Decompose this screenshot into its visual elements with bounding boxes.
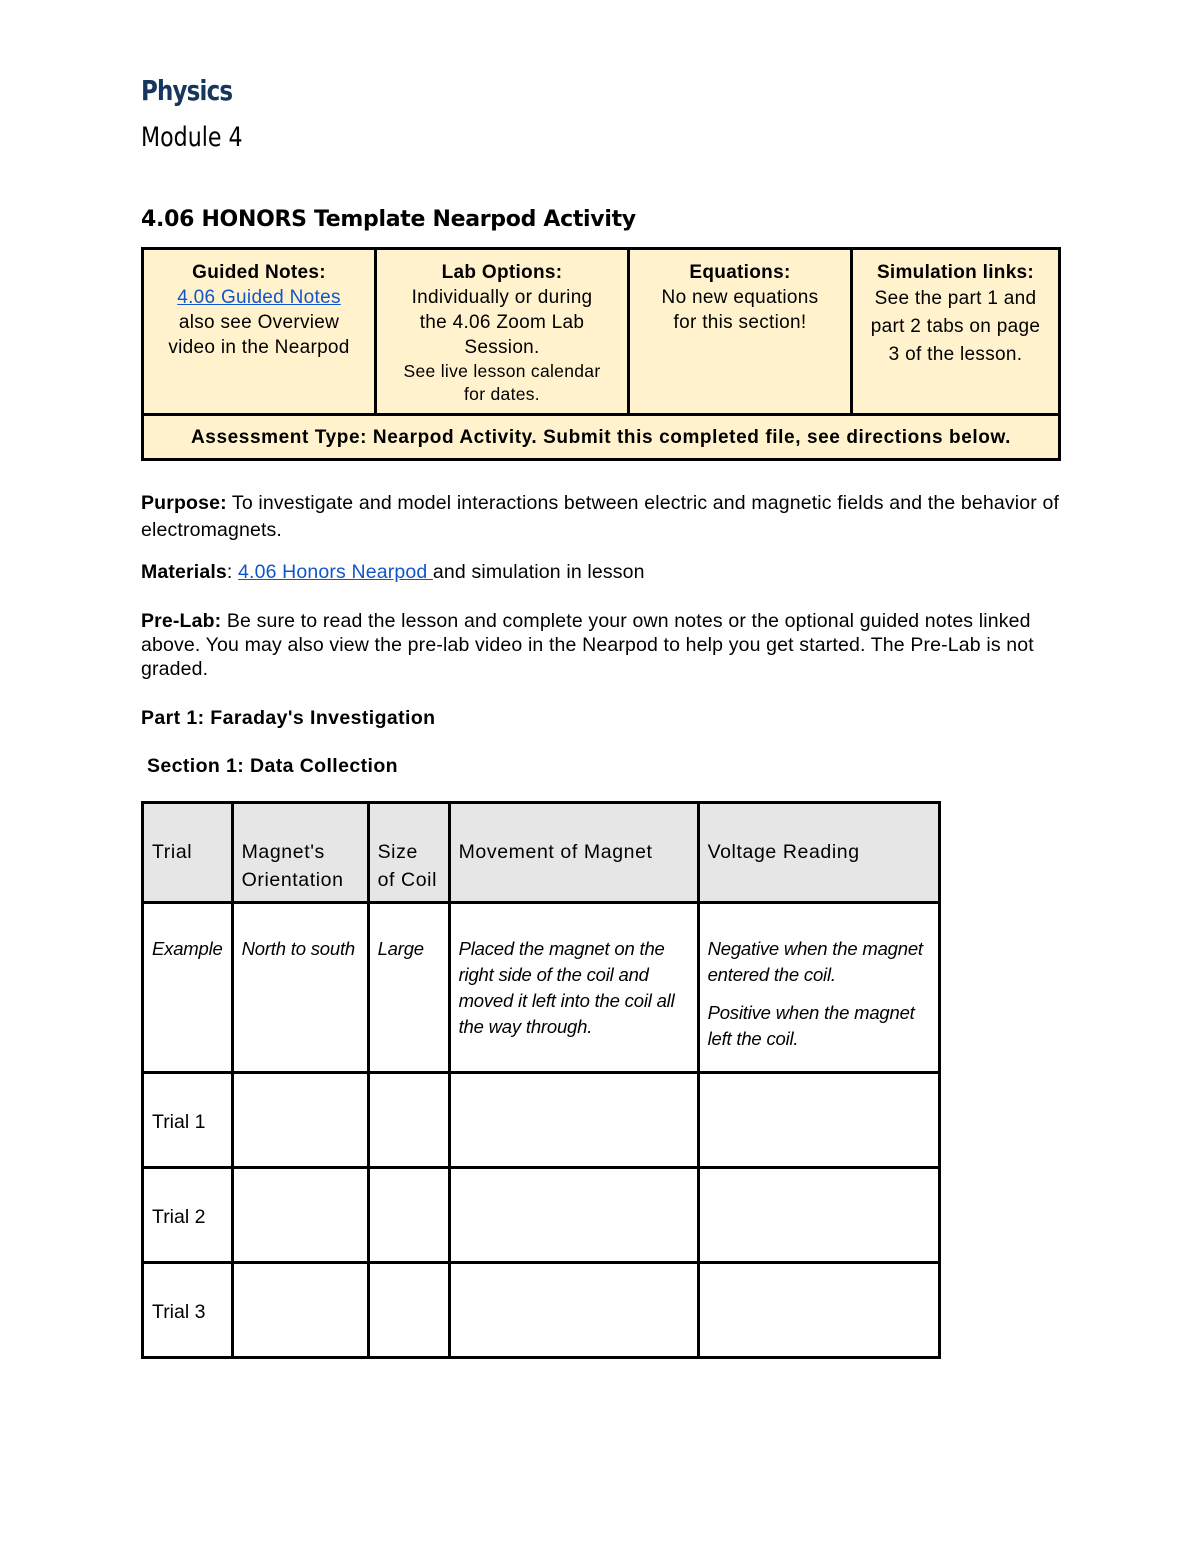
section1-heading: Section 1: Data Collection [147, 755, 398, 777]
example-orientation-cell: North to south [232, 903, 368, 1073]
guided-notes-heading: Guided Notes: [192, 262, 326, 283]
equations-text-1: No new equations [661, 287, 819, 308]
trial-label-cell: Trial 2 [143, 1168, 233, 1263]
table-row-trial-1 [143, 1073, 940, 1168]
table-header-row [143, 803, 940, 903]
purpose-paragraph [141, 490, 1071, 544]
lab-options-heading: Lab Options: [441, 262, 563, 283]
table-row-trial-2 [143, 1168, 940, 1263]
column-header-voltage: Voltage Reading [698, 803, 939, 903]
part1-heading: Part 1: Faraday's Investigation [141, 707, 436, 729]
prelab-label: Pre-Lab: [141, 610, 222, 632]
example-voltage-cell [698, 903, 939, 1073]
trial-3-movement-input[interactable] [449, 1263, 698, 1358]
guided-notes-text-2: video in the Nearpod [168, 337, 350, 358]
module-subtitle: Module 4 [141, 122, 243, 153]
trial-label-cell: Trial 1 [143, 1073, 233, 1168]
lab-options-text-2: the 4.06 Zoom Lab [419, 312, 585, 333]
simulation-text-1: See the part 1 and [874, 288, 1037, 309]
document-title: 4.06 HONORS Template Nearpod Activity [141, 207, 636, 232]
guided-notes-link[interactable]: 4.06 Guided Notes [177, 287, 341, 308]
purpose-label: Purpose: [141, 492, 227, 514]
example-voltage-line-1: Negative when the magnet entered the coil. [707, 938, 923, 985]
guided-notes-text-1: also see Overview [178, 312, 340, 333]
prelab-text: Be sure to read the lesson and complete your own notes or the optional guided notes linked above. You may also view the pre-lab video in the Nearpod to help you get started. The Pre-Lab is not graded. [141, 610, 1034, 680]
example-voltage-line-2: Positive when the magnet left the coil. [707, 1002, 915, 1049]
assessment-type-cell: Assessment Type: Nearpod Activity. Submit this completed file, see directions below. [143, 415, 1060, 460]
trial-2-coil-input[interactable] [368, 1168, 449, 1263]
trial-label-cell: Trial 3 [143, 1263, 233, 1358]
equations-heading: Equations: [689, 262, 791, 283]
lab-options-text-3: Session. [464, 337, 540, 358]
column-header-coil-size: Size of Coil [368, 803, 449, 903]
materials-paragraph [141, 560, 1071, 584]
column-header-trial: Trial [143, 803, 233, 903]
info-box-table [141, 247, 1061, 461]
trial-1-coil-input[interactable] [368, 1073, 449, 1168]
simulation-text-2: part 2 tabs on page [870, 316, 1041, 337]
guided-notes-cell [143, 249, 376, 415]
trial-2-orientation-input[interactable] [232, 1168, 368, 1263]
table-row-example [143, 903, 940, 1073]
lab-options-cell [376, 249, 629, 415]
column-header-movement: Movement of Magnet [449, 803, 698, 903]
lab-options-note-1: See live lesson calendar [403, 361, 601, 381]
table-row-trial-3 [143, 1263, 940, 1358]
trial-3-orientation-input[interactable] [232, 1263, 368, 1358]
example-trial-cell: Example [143, 903, 233, 1073]
column-header-orientation: Magnet's Orientation [232, 803, 368, 903]
simulation-text-3: 3 of the lesson. [888, 344, 1023, 365]
materials-colon: : [226, 561, 239, 583]
trial-2-movement-input[interactable] [449, 1168, 698, 1263]
trial-2-voltage-input[interactable] [698, 1168, 939, 1263]
example-coil-cell: Large [368, 903, 449, 1073]
trial-3-coil-input[interactable] [368, 1263, 449, 1358]
trial-3-voltage-input[interactable] [698, 1263, 939, 1358]
equations-cell [629, 249, 852, 415]
lab-options-note-2: for dates. [464, 384, 540, 404]
materials-text: and simulation in lesson [432, 561, 645, 583]
purpose-text: To investigate and model interactions between electric and magnetic fields and the behavior of electromagnets. [141, 492, 1060, 541]
subject-title: Physics [141, 74, 233, 107]
simulation-links-heading: Simulation links: [876, 262, 1035, 283]
equations-text-2: for this section! [673, 312, 807, 333]
trial-1-voltage-input[interactable] [698, 1073, 939, 1168]
materials-label: Materials [141, 561, 227, 583]
example-movement-cell: Placed the magnet on the right side of the coil and moved it left into the coil all the way through. [449, 903, 698, 1073]
trial-1-orientation-input[interactable] [232, 1073, 368, 1168]
nearpod-link[interactable]: 4.06 Honors Nearpod [238, 561, 433, 583]
lab-options-text-1: Individually or during [411, 287, 593, 308]
simulation-links-cell [852, 249, 1060, 415]
trial-1-movement-input[interactable] [449, 1073, 698, 1168]
data-collection-table [141, 801, 941, 1359]
prelab-paragraph [141, 609, 1071, 681]
